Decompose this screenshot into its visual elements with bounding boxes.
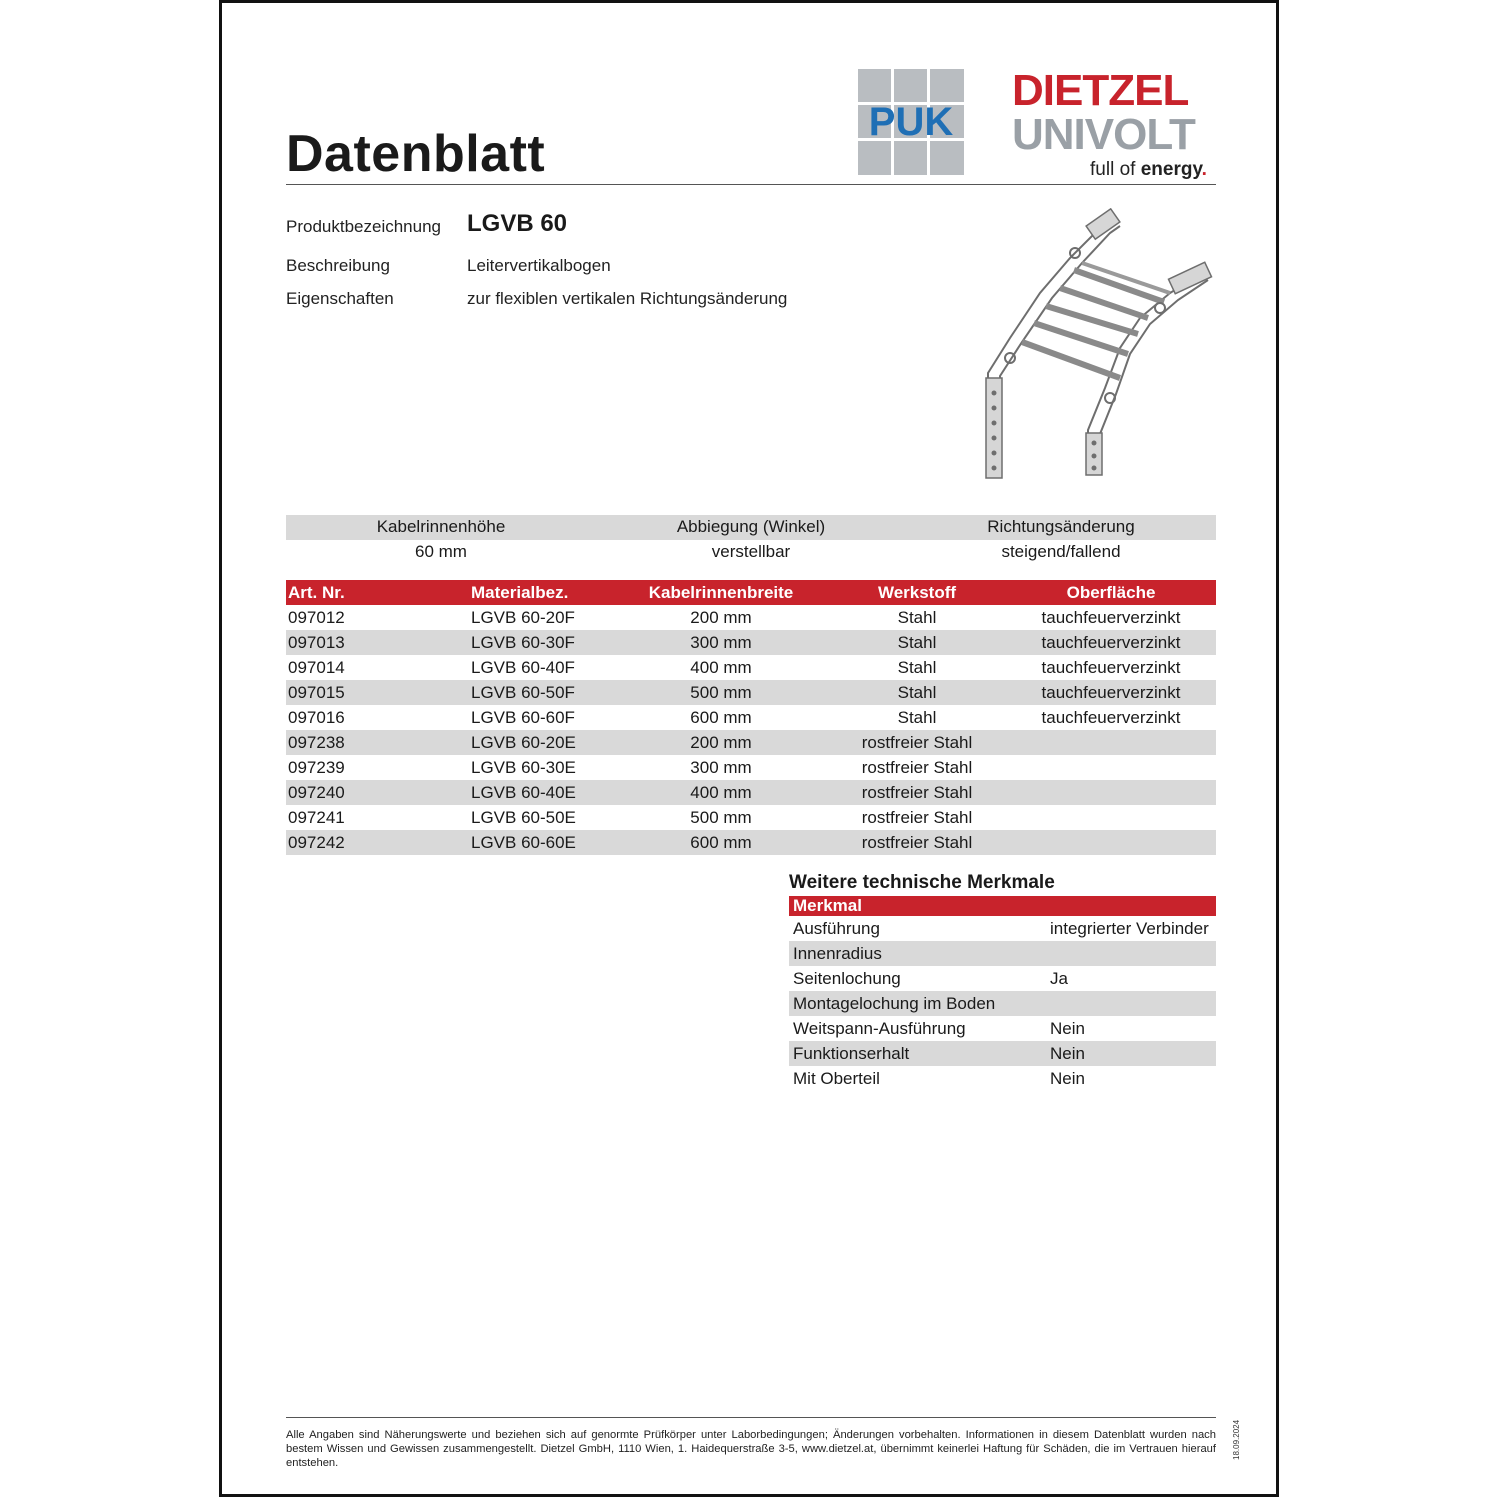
- cell-width: 500 mm: [690, 808, 752, 827]
- cell-width: 200 mm: [690, 733, 752, 752]
- features-table: [789, 896, 1216, 1091]
- cell-material-type: rostfreier Stahl: [861, 808, 973, 827]
- cell-art-nr: 097238: [288, 733, 345, 752]
- cell-material-type: rostfreier Stahl: [861, 758, 973, 777]
- page-title: Datenblatt: [286, 125, 546, 183]
- univolt-logo-text: UNIVOLT: [1012, 110, 1195, 159]
- col-header-width: Kabelrinnenbreite: [648, 583, 794, 602]
- features-header-label: Merkmal: [793, 896, 862, 915]
- cell-material: LGVB 60-20F: [471, 608, 575, 627]
- cell-material-type: rostfreier Stahl: [861, 833, 973, 852]
- feature-value: Nein: [1050, 1019, 1085, 1038]
- cell-width: 500 mm: [690, 683, 752, 702]
- feature-label: Weitspann-Ausführung: [793, 1019, 966, 1038]
- cell-width: 600 mm: [690, 708, 752, 727]
- col-header-art-nr: Art. Nr.: [288, 583, 345, 602]
- properties-value: zur flexiblen vertikalen Richtungsänderung: [467, 289, 788, 308]
- product-name-value: LGVB 60: [467, 210, 568, 237]
- cell-art-nr: 097242: [288, 833, 345, 852]
- cell-width: 200 mm: [690, 608, 752, 627]
- cell-surface: tauchfeuerverzinkt: [1041, 658, 1181, 677]
- table-row: [286, 830, 1216, 855]
- table-row: [286, 730, 1216, 755]
- feature-label: Ausführung: [793, 919, 880, 938]
- cell-material-type: Stahl: [897, 633, 937, 652]
- feature-value: integrierter Verbinder: [1050, 919, 1209, 938]
- slogan: [1090, 159, 1207, 181]
- table-row: [286, 605, 1216, 630]
- summary-header-height: Kabelrinnenhöhe: [376, 517, 506, 536]
- cell-material: LGVB 60-50F: [471, 683, 575, 702]
- cell-art-nr: 097240: [288, 783, 345, 802]
- cell-art-nr: 097015: [288, 683, 345, 702]
- feature-row: [789, 966, 1216, 991]
- cell-surface: tauchfeuerverzinkt: [1041, 608, 1181, 627]
- feature-row: [789, 916, 1216, 941]
- cell-width: 400 mm: [690, 783, 752, 802]
- cell-material: LGVB 60-30E: [471, 758, 576, 777]
- feature-label: Innenradius: [793, 944, 882, 963]
- feature-row: [789, 991, 1216, 1016]
- cell-material-type: Stahl: [897, 658, 937, 677]
- col-header-surface: Oberfläche: [1066, 583, 1156, 602]
- cell-surface: tauchfeuerverzinkt: [1041, 683, 1181, 702]
- puk-logo: [858, 69, 964, 175]
- cell-material-type: rostfreier Stahl: [861, 733, 973, 752]
- feature-value: Nein: [1050, 1044, 1085, 1063]
- cell-art-nr: 097239: [288, 758, 345, 777]
- dietzel-logo-text: DIETZEL: [1012, 66, 1189, 115]
- articles-table: [286, 580, 1216, 855]
- cell-art-nr: 097014: [288, 658, 345, 677]
- cell-width: 400 mm: [690, 658, 752, 677]
- table-row: [286, 805, 1216, 830]
- table-row: [286, 755, 1216, 780]
- header-divider: [286, 184, 1216, 185]
- cell-material-type: Stahl: [897, 708, 937, 727]
- cell-material: LGVB 60-60E: [471, 833, 576, 852]
- feature-value: Nein: [1050, 1069, 1085, 1088]
- summary-value-direction: steigend/fallend: [1001, 542, 1121, 561]
- summary-value-angle: verstellbar: [711, 542, 791, 561]
- feature-label: Funktionserhalt: [793, 1044, 910, 1063]
- cell-material: LGVB 60-60F: [471, 708, 575, 727]
- features-title: Weitere technische Merkmale: [789, 872, 1055, 893]
- properties-label: Eigenschaften: [286, 289, 394, 308]
- cell-material: LGVB 60-50E: [471, 808, 576, 827]
- table-row: [286, 630, 1216, 655]
- cell-width: 300 mm: [690, 633, 752, 652]
- cell-material-type: Stahl: [897, 608, 937, 627]
- feature-row: [789, 1016, 1216, 1041]
- col-header-material-type: Werkstoff: [877, 583, 957, 602]
- cell-art-nr: 097013: [288, 633, 345, 652]
- features-header-row: [789, 896, 1216, 916]
- cell-art-nr: 097241: [288, 808, 345, 827]
- feature-label: Montagelochung im Boden: [793, 994, 996, 1013]
- articles-header-row: [286, 580, 1216, 605]
- puk-logo-text: PUK: [868, 100, 954, 144]
- feature-row: [789, 941, 1216, 966]
- cell-material: LGVB 60-40F: [471, 658, 575, 677]
- footer-date: 18.09.2024: [1232, 1419, 1241, 1460]
- summary-header-row: [286, 515, 1216, 540]
- cell-material-type: Stahl: [897, 683, 937, 702]
- slogan-part2: energy: [1140, 159, 1202, 180]
- cell-surface: tauchfeuerverzinkt: [1041, 708, 1181, 727]
- cell-width: 300 mm: [690, 758, 752, 777]
- table-row: [286, 680, 1216, 705]
- summary-header-angle: Abbiegung (Winkel): [676, 517, 826, 536]
- feature-value: Ja: [1050, 969, 1068, 988]
- cell-width: 600 mm: [690, 833, 752, 852]
- cable-ladder-vertical-bend-image: [970, 208, 1215, 483]
- table-row: [286, 705, 1216, 730]
- cell-art-nr: 097012: [288, 608, 345, 627]
- cell-art-nr: 097016: [288, 708, 345, 727]
- slogan-dot: .: [1201, 159, 1207, 180]
- summary-header-direction: Richtungsänderung: [987, 517, 1135, 536]
- description-value: Leitervertikalbogen: [467, 256, 611, 275]
- cell-material-type: rostfreier Stahl: [861, 783, 973, 802]
- description-label: Beschreibung: [286, 256, 390, 275]
- cell-material: LGVB 60-30F: [471, 633, 575, 652]
- table-row: [286, 655, 1216, 680]
- feature-row: [789, 1041, 1216, 1066]
- product-name-label: Produktbezeichnung: [286, 217, 442, 236]
- summary-value-height: 60 mm: [415, 542, 467, 561]
- slogan-part1: full of: [1090, 159, 1141, 180]
- cell-material: LGVB 60-20E: [471, 733, 576, 752]
- feature-label: Seitenlochung: [793, 969, 901, 988]
- feature-row: [789, 1066, 1216, 1091]
- col-header-material: Materialbez.: [471, 583, 569, 602]
- cell-material: LGVB 60-40E: [471, 783, 576, 802]
- summary-value-row: [286, 542, 1216, 564]
- feature-label: Mit Oberteil: [793, 1069, 880, 1088]
- table-row: [286, 780, 1216, 805]
- cell-surface: tauchfeuerverzinkt: [1041, 633, 1181, 652]
- footer-divider: [286, 1417, 1216, 1418]
- footer-disclaimer: Alle Angaben sind Näherungswerte und beziehen sich auf genormte Prüfkörper unter Laborbedingungen; Änderungen vorbehalten. Informationen in diesem Datenblatt wurden nach bestem Wissen und Gewissen zusammengestellt. Dietzel GmbH, 1110 Wien, 1. Haidequerstraße 3-5, www.dietzel.at, übernimmt keinerlei Haftung für Schäden, die im Vertrauen hierauf entstehen.: [286, 1429, 1216, 1469]
